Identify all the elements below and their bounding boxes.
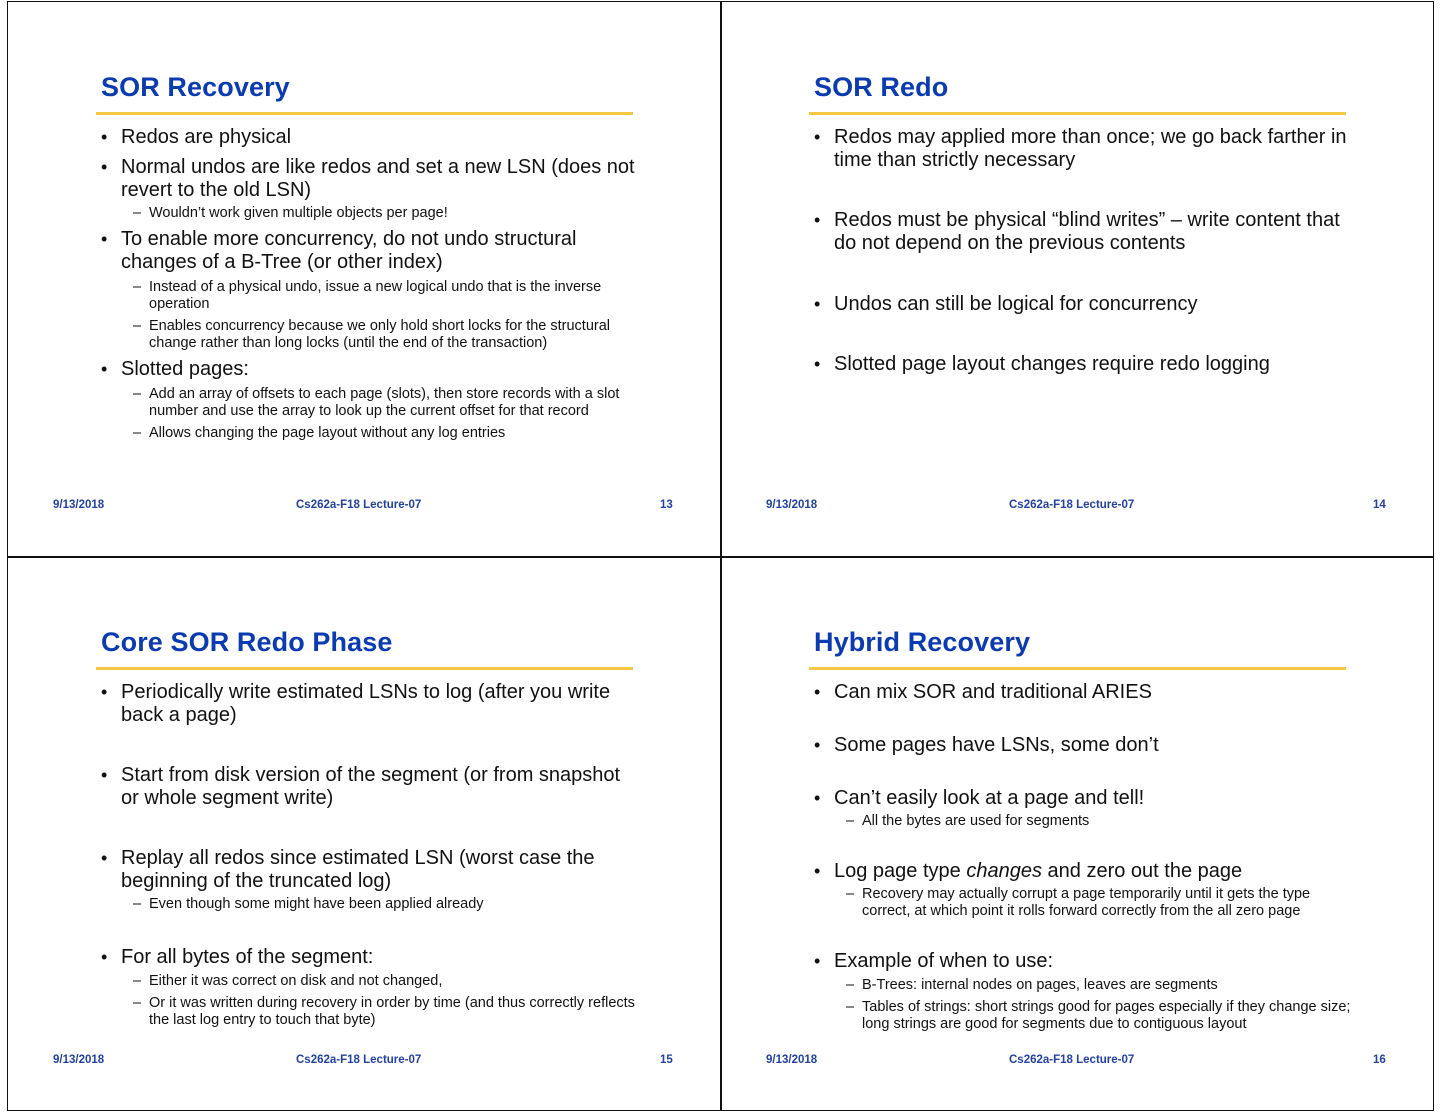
bullet-icon: • — [101, 765, 108, 785]
bullet: • To enable more concurrency, do not undo structural changes of a B-Tree (or other index) — [101, 228, 577, 273]
bullet: • Can’t easily look at a page and tell! — [814, 787, 1145, 809]
title-underline — [96, 112, 633, 115]
bullet: • Redos are physical — [101, 126, 292, 148]
sub-bullet: – Wouldn’t work given multiple objects per page! — [133, 205, 448, 221]
bullet: • Replay all redos since estimated LSN (worst case the beginning of the truncated log) — [101, 847, 595, 892]
sub-bullet: – Either it was correct on disk and not changed, — [133, 973, 443, 989]
bullet: • Can mix SOR and traditional ARIES — [814, 681, 1152, 703]
bullet: • Log page type changes and zero out the page — [814, 860, 1243, 882]
bullet: • Some pages have LSNs, some don’t — [814, 734, 1159, 756]
slide-title: SOR Redo — [814, 72, 949, 102]
footer-page-number: 16 — [1373, 1054, 1386, 1066]
dash-icon: – — [133, 995, 142, 1011]
bullet: • Periodically write estimated LSNs to log (after you write back a page) — [101, 681, 611, 726]
slide-15 — [8, 557, 720, 1111]
dash-icon: – — [846, 999, 855, 1015]
sub-bullet: – Enables concurrency because we only hold short locks for the structural change rather than long locks (until the end of the transaction) — [133, 318, 611, 351]
bullet-icon: • — [814, 682, 821, 702]
bullet: • Example of when to use: — [814, 950, 1054, 972]
bullet-icon: • — [814, 735, 821, 755]
bullet-icon: • — [814, 951, 821, 971]
sub-bullet: – Add an array of offsets to each page (slots), then store records with a slot number and use the array to look up the current offset for that record — [133, 386, 620, 419]
bullet-icon: • — [814, 788, 821, 808]
sub-bullet: – All the bytes are used for segments — [846, 813, 1090, 829]
slide-14 — [721, 2, 1433, 556]
footer-page-number: 15 — [660, 1054, 673, 1066]
sub-bullet: – Tables of strings: short strings good for pages especially if they change size; long strings are good for segments due to contiguous layout — [846, 999, 1351, 1032]
dash-icon: – — [133, 425, 142, 441]
slide-title: Core SOR Redo Phase — [101, 627, 393, 657]
slide-body — [814, 681, 1354, 1033]
footer-page-number: 14 — [1373, 499, 1386, 511]
sub-bullet: – Allows changing the page layout without any log entries — [133, 425, 506, 441]
bullet: • Slotted page layout changes require redo logging — [814, 353, 1270, 375]
sub-bullet: – Instead of a physical undo, issue a new logical undo that is the inverse operation — [133, 279, 602, 312]
bullet: • Redos must be physical “blind writes” – write content that do not depend on the previous contents — [814, 209, 1340, 254]
bullet: • Start from disk version of the segment (or from snapshot or whole segment write) — [101, 764, 621, 809]
dash-icon: – — [133, 279, 142, 295]
sub-bullet: – Even though some might have been applied already — [133, 896, 484, 912]
dash-icon: – — [133, 318, 142, 334]
dash-icon: – — [846, 886, 855, 902]
footer-course: Cs262a-F18 Lecture-07 — [296, 1054, 422, 1066]
bullet: • Normal undos are like redos and set a new LSN (does not revert to the old LSN) — [101, 156, 635, 201]
title-underline — [809, 667, 1346, 670]
bullet-icon: • — [814, 861, 821, 881]
bullet-icon: • — [814, 127, 821, 147]
footer-date: 9/13/2018 — [53, 499, 105, 511]
slide-body — [814, 126, 1354, 376]
sub-bullet: – B-Trees: internal nodes on pages, leaves are segments — [846, 977, 1218, 993]
title-underline — [96, 667, 633, 670]
sub-bullet: – Recovery may actually corrupt a page temporarily until it gets the type correct, at which point it rolls forward correctly from the all zero page — [846, 886, 1311, 919]
slide-body — [101, 126, 641, 442]
dash-icon: – — [133, 205, 142, 221]
footer-course: Cs262a-F18 Lecture-07 — [296, 499, 422, 511]
bullet-icon: • — [814, 294, 821, 314]
bullet-icon: • — [101, 157, 108, 177]
footer-date: 9/13/2018 — [766, 1054, 818, 1066]
footer-page-number: 13 — [660, 499, 673, 511]
bullet: • For all bytes of the segment: — [101, 946, 374, 968]
dash-icon: – — [133, 386, 142, 402]
bullet-icon: • — [101, 848, 108, 868]
slide-16 — [721, 557, 1433, 1111]
slide-13 — [8, 2, 720, 556]
dash-icon: – — [846, 813, 855, 829]
bullet: • Redos may applied more than once; we go back farther in time than strictly necessary — [814, 126, 1347, 171]
bullet-icon: • — [101, 682, 108, 702]
slide-title: Hybrid Recovery — [814, 627, 1031, 657]
dash-icon: – — [133, 896, 142, 912]
title-underline — [809, 112, 1346, 115]
bullet-icon: • — [101, 229, 108, 249]
bullet-icon: • — [101, 359, 108, 379]
slide-title: SOR Recovery — [101, 72, 290, 102]
footer-date: 9/13/2018 — [53, 1054, 105, 1066]
footer-course: Cs262a-F18 Lecture-07 — [1009, 1054, 1135, 1066]
slide-body — [101, 681, 641, 1029]
dash-icon: – — [846, 977, 855, 993]
bullet: • Undos can still be logical for concurrency — [814, 293, 1198, 315]
bullet-icon: • — [101, 127, 108, 147]
bullet: • Slotted pages: — [101, 358, 249, 380]
dash-icon: – — [133, 973, 142, 989]
footer-date: 9/13/2018 — [766, 499, 818, 511]
footer-course: Cs262a-F18 Lecture-07 — [1009, 499, 1135, 511]
bullet-icon: • — [814, 210, 821, 230]
bullet-icon: • — [814, 354, 821, 374]
bullet-icon: • — [101, 947, 108, 967]
sub-bullet: – Or it was written during recovery in order by time (and thus correctly reflects the last log entry to touch that byte) — [133, 995, 635, 1028]
